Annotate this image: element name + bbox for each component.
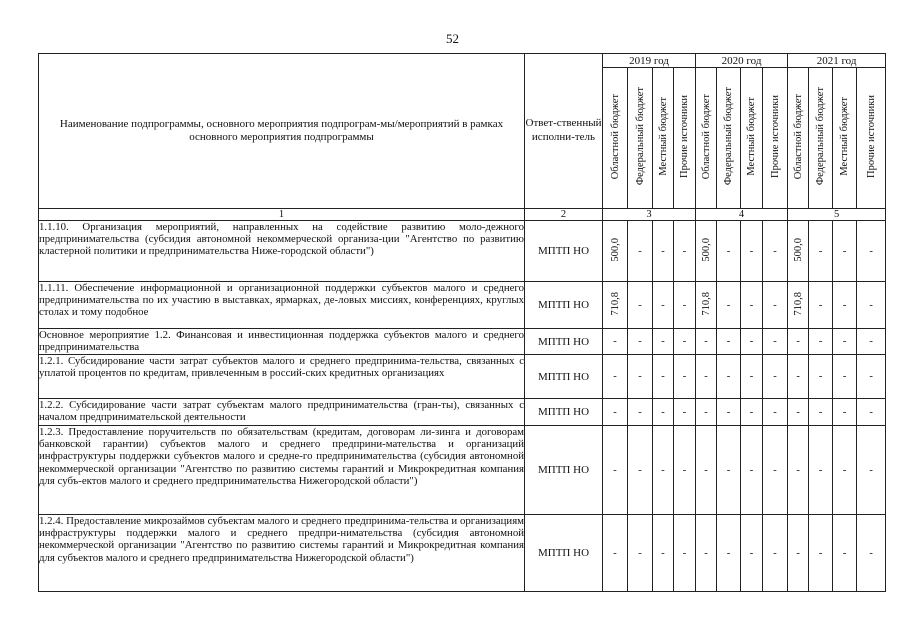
value-cell: - <box>696 329 717 355</box>
value-cell: - <box>788 515 809 592</box>
value-cell: - <box>628 399 653 426</box>
row-executor: МПТП НО <box>525 399 603 426</box>
value-cell: - <box>603 329 628 355</box>
value-cell: - <box>717 221 741 282</box>
value-cell: - <box>809 282 833 329</box>
source-header: Федеральный бюджет <box>809 68 833 209</box>
row-name: 1.2.3. Предоставление поручительств по обязательствам (кредитам, договорам ли-зинга и договорам банковской гарантии) субъектов малого и среднего предприни-мательства и организаций инфраструктуры поддержки субъектов малого и средне-го предпринимательства (субсидия автономной некоммерческой организации "Агентство по развитию системы гарантий и Микрокредитная компания для субъ-ектов малого и среднего предпринимательства Нижегородской области") <box>39 426 525 515</box>
table-row <box>39 426 886 515</box>
value-cell: - <box>653 282 674 329</box>
row-name: 1.1.11. Обеспечение информационной и организационной поддержки субъектов малого и среднего предпринимательства по их участию в выставках, ярмарках, де-ловых миссиях, конференциях, круглых столах и тому подобное <box>39 282 525 329</box>
column-number: 3 <box>603 209 696 221</box>
value-cell: - <box>833 329 857 355</box>
value-cell: - <box>788 426 809 515</box>
value-cell: - <box>741 282 763 329</box>
value-cell: - <box>603 515 628 592</box>
value-cell: - <box>809 221 833 282</box>
source-header: Областной бюджет <box>696 68 717 209</box>
budget-table <box>38 53 886 592</box>
table-header <box>39 54 886 221</box>
value-cell: - <box>809 355 833 399</box>
header-executor: Ответ-ственный исполни-тель <box>525 54 603 209</box>
value-cell: - <box>674 282 696 329</box>
row-name: 1.1.10. Организация мероприятий, направленных на содействие развитию моло-дежного предпринимательства (субсидия автономной некоммерческой организа-ции "Агентство по развитию кластерной политики и предпринимательства Ниже-городской области") <box>39 221 525 282</box>
value-cell: - <box>603 399 628 426</box>
year-header: 2020 год <box>696 54 788 68</box>
value-cell: - <box>696 426 717 515</box>
table-row <box>39 515 886 592</box>
table-row <box>39 221 886 282</box>
column-number: 1 <box>39 209 525 221</box>
source-header: Областной бюджет <box>603 68 628 209</box>
value-cell: - <box>653 426 674 515</box>
value-cell: - <box>696 515 717 592</box>
header-name: Наименование подпрограммы, основного мероприятия подпрограм-мы/мероприятий в рамках основного мероприятия подпрограммы <box>39 54 525 209</box>
source-header: Федеральный бюджет <box>628 68 653 209</box>
value-cell: - <box>741 329 763 355</box>
value-cell: - <box>833 426 857 515</box>
value-cell: - <box>741 399 763 426</box>
value-cell: - <box>674 221 696 282</box>
column-number: 4 <box>696 209 788 221</box>
value-cell: 710,8 <box>696 282 717 329</box>
value-cell: - <box>653 221 674 282</box>
source-header: Областной бюджет <box>788 68 809 209</box>
value-cell: 500,0 <box>788 221 809 282</box>
value-cell: - <box>809 426 833 515</box>
value-cell: - <box>717 329 741 355</box>
value-cell: - <box>674 515 696 592</box>
value-cell: - <box>674 399 696 426</box>
value-cell: - <box>763 282 788 329</box>
value-cell: - <box>628 426 653 515</box>
value-cell: - <box>674 329 696 355</box>
value-cell: - <box>603 355 628 399</box>
value-cell: 500,0 <box>696 221 717 282</box>
column-number: 2 <box>525 209 603 221</box>
value-cell: - <box>717 515 741 592</box>
value-cell: - <box>674 355 696 399</box>
value-cell: - <box>788 329 809 355</box>
value-cell: 710,8 <box>603 282 628 329</box>
row-executor: МПТП НО <box>525 282 603 329</box>
value-cell: - <box>603 426 628 515</box>
value-cell: - <box>763 221 788 282</box>
value-cell: - <box>763 515 788 592</box>
value-cell: - <box>833 282 857 329</box>
value-cell: - <box>857 329 886 355</box>
source-header: Федеральный бюджет <box>717 68 741 209</box>
value-cell: - <box>741 355 763 399</box>
row-executor: МПТП НО <box>525 515 603 592</box>
value-cell: - <box>717 355 741 399</box>
row-name: 1.2.2. Субсидирование части затрат субъектам малого предпринимательства (гран-ты), связанных с началом предпринимательской деятельности <box>39 399 525 426</box>
table-row <box>39 329 886 355</box>
page-number: 52 <box>446 31 459 46</box>
source-header: Местный бюджет <box>741 68 763 209</box>
value-cell: - <box>717 399 741 426</box>
value-cell: - <box>741 426 763 515</box>
value-cell: - <box>653 399 674 426</box>
value-cell: - <box>788 355 809 399</box>
value-cell: - <box>857 221 886 282</box>
value-cell: - <box>763 426 788 515</box>
source-header: Прочие источники <box>857 68 886 209</box>
value-cell: - <box>857 355 886 399</box>
value-cell: - <box>833 221 857 282</box>
row-executor: МПТП НО <box>525 426 603 515</box>
value-cell: - <box>741 221 763 282</box>
value-cell: - <box>788 399 809 426</box>
value-cell: - <box>628 355 653 399</box>
source-header: Местный бюджет <box>833 68 857 209</box>
value-cell: - <box>653 355 674 399</box>
value-cell: - <box>833 355 857 399</box>
value-cell: - <box>717 426 741 515</box>
table-body <box>39 221 886 592</box>
value-cell: - <box>628 329 653 355</box>
value-cell: - <box>763 399 788 426</box>
row-name: 1.2.1. Субсидирование части затрат субъектов малого и среднего предпринима-тельства, связанных с уплатой процентов по кредитам, привлеченным в россий-ских кредитных организациях <box>39 355 525 399</box>
value-cell: 710,8 <box>788 282 809 329</box>
value-cell: - <box>809 399 833 426</box>
value-cell: - <box>857 515 886 592</box>
value-cell: - <box>857 426 886 515</box>
value-cell: - <box>763 329 788 355</box>
table-row <box>39 282 886 329</box>
row-name: Основное мероприятие 1.2. Финансовая и инвестиционная поддержка субъектов малого и среднего предпринимательства <box>39 329 524 354</box>
row-executor: МПТП НО <box>525 355 603 399</box>
value-cell: - <box>833 399 857 426</box>
value-cell: - <box>674 426 696 515</box>
value-cell: - <box>696 399 717 426</box>
value-cell: - <box>741 515 763 592</box>
value-cell: - <box>809 515 833 592</box>
value-cell: - <box>717 282 741 329</box>
value-cell: 500,0 <box>603 221 628 282</box>
year-header: 2021 год <box>788 54 886 68</box>
value-cell: - <box>653 329 674 355</box>
value-cell: - <box>628 515 653 592</box>
year-header: 2019 год <box>603 54 696 68</box>
value-cell: - <box>628 282 653 329</box>
value-cell: - <box>857 399 886 426</box>
table-row <box>39 399 886 426</box>
value-cell: - <box>809 329 833 355</box>
table-row <box>39 355 886 399</box>
source-header: Местный бюджет <box>653 68 674 209</box>
value-cell: - <box>833 515 857 592</box>
value-cell: - <box>763 355 788 399</box>
row-executor: МПТП НО <box>525 221 603 282</box>
value-cell: - <box>696 355 717 399</box>
value-cell: - <box>857 282 886 329</box>
value-cell: - <box>653 515 674 592</box>
source-header: Прочие источники <box>763 68 788 209</box>
row-name: 1.2.4. Предоставление микрозаймов субъектам малого и среднего предпринима-тельства и организациям инфраструктуры поддержки малого и среднего предпри-нимательства (субсидия автономной некоммерческой организации "Агентство по развитию системы гарантий и Микрокредитная компания для субъектов малого и среднего предпринимательства Нижегородской области") <box>39 515 525 592</box>
column-number: 5 <box>788 209 886 221</box>
row-executor: МПТП НО <box>525 329 603 355</box>
source-header: Прочие источники <box>674 68 696 209</box>
value-cell: - <box>628 221 653 282</box>
